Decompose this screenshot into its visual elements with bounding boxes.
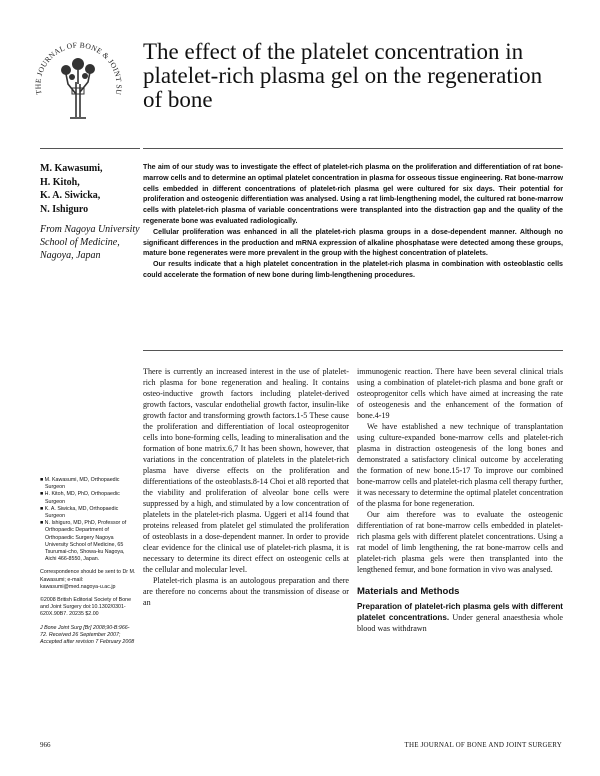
article-title: The effect of the platelet concentration in platelet-rich plasma gel on the regeneration of bone	[143, 39, 543, 112]
author-note: ■ M. Kawasumi, MD, Orthopaedic Surgeon	[40, 477, 120, 491]
affiliation: From Nagoya University School of Medicine, Nagoya, Japan	[40, 224, 140, 261]
abstract-paragraph: Cellular proliferation was enhanced in all the platelet-rich plasma groups in a dose-dependent manner. Although no significant differences in the production and mRNA expression of alkaline phosphatase were detected among these groups, mature bone regenerates were more prevalent in the group with the highest concentration of platelets.	[143, 227, 563, 258]
journal-logo	[28, 22, 128, 132]
author-note: ■ H. Kitoh, MD, PhD, Orthopaedic Surgeon	[40, 491, 120, 505]
author-notes	[40, 477, 136, 652]
abstract	[143, 162, 563, 281]
body-paragraph: immunogenic reaction. There have been several clinical trials using a combination of platelet-rich plasma and bone graft or osteoprogenitor cells which have aimed at increasing the rate of osteogenesis and the enhancement of the formation of bone.4-19	[357, 367, 563, 420]
journal-name-footer: THE JOURNAL OF BONE AND JOINT SURGERY	[404, 741, 562, 749]
body-text: Under general anaesthesia whole blood was withdrawn	[357, 613, 563, 633]
body-paragraph: Our aim therefore was to evaluate the osteogenic differentiation of rat bone-marrow cells embedded in platelet-rich plasma gels with different platelet concentrations. Using a rat model of limb lengthening, the rat bone-marrow cells and platelet-rich plasma gels were then transplanted into the lengthened femur, and bone formation in vivo was analysed.	[357, 510, 563, 574]
author-name: K. A. Siwicka,	[40, 190, 101, 201]
body-paragraph: Platelet-rich plasma is an autologous preparation and there are therefore no concerns about the transmission of disease or an	[143, 576, 349, 607]
rule-right	[143, 148, 563, 149]
body-paragraph	[357, 601, 563, 634]
copyright-note: ©2008 British Editorial Society of Bone and Joint Surgery doi:10.1302/0301-620X.90B7. 20235 $2.00	[40, 597, 132, 618]
author-note: ■ K. A. Siwicka, MD, Orthopaedic Surgeon	[40, 505, 119, 520]
citation-note: J Bone Joint Surg [Br] 2008;90-B:966-72. Received 26 September 2007; Accepted after revision 7 February 2008	[40, 624, 135, 646]
correspondence-note: Correspondence should be sent to Dr M. Kawasumi; e-mail: kawasumi@med.nagoya-u.ac.jp	[40, 569, 136, 590]
section-heading: Materials and Methods	[357, 586, 460, 597]
body-paragraph: We have established a new technique of transplantation using culture-expanded bone-marrow cells and platelet-rich plasma in distraction osteogenesis of the long bones and demonstrated a satisfactory clinical outcome by accelerating the formation of new bone.15-17 To improve our combined bone-marrow cells and platelet-rich plasma cell therapy further, it was necessary to determine the optimal platelet concentration of the plasma for bone regeneration.	[357, 422, 563, 508]
journal-seal-icon	[28, 22, 128, 132]
author-note: ■ N. Ishiguro, MD, PhD, Professor of Orthopaedic Department of Orthopaedic Surgery Nagoya University School of Medicine, 65 Tsurumai-cho, Showa-ku Nagoya, Aichi 466-8550, Japan.	[40, 520, 127, 563]
author-name: M. Kawasumi,	[40, 163, 103, 174]
page-number: 966	[40, 741, 51, 749]
author-note-list	[40, 477, 136, 563]
body-column-right	[357, 366, 563, 634]
body-paragraph: There is currently an increased interest in the use of platelet-rich plasma for bone regeneration and healing. It contains osteo-inductive growth factors including platelet-derived growth factors, vascular endothelial growth factor, insulin-like growth factor and transforming growth factors.1-5 These cause the proliferation and differentiation of local osteoprogenitor cells into bone-forming cells, leading to mineralisation and the formation of bone matrix.6,7 It has been shown, however, that variations in the concentration of platelets in the platelet-rich plasma have diverse effects on the proliferation and differentiations of the osteoblasts.8-14 Choi et al8 reported that the viability and proliferation of alveolar bone cells were suppressed by a high, and stimulated by a low concentration of platelets in the platelet-rich plasma. Uggeri et al14 found that proteins released from platelet gel stimulated the proliferation of osteoblasts in a dose-dependent manner. In order to provide clear evidence for the clinical use of platelet-rich plasma, it is necessary to determine its direct effect on osteogenic cells at the cellular and molecular level.	[143, 367, 349, 574]
logo-arc-text: THE JOURNAL OF BONE & JOINT SU	[33, 40, 124, 96]
rule-left	[40, 148, 140, 149]
body-column-left	[143, 366, 349, 608]
author-name: N. Ishiguro	[40, 203, 89, 215]
abstract-paragraph: The aim of our study was to investigate the effect of platelet-rich plasma on the proliferation and differentiation of rat bone-marrow cells and to determine an optimal platelet concentration in plasma for osseous tissue engineering. Rat bone-marrow cells embedded in different concentrations of platelet-rich plasma gel were cultured for six days. Their potential for proliferation and osteogenic differentiation was analysed. Using a rat limb-lengthening model, the cultured rat bone-marrow cells with platelet-rich plasma of variable concentrations were transplanted into the distraction gap and the quality of the regenerate bone was evaluated radiologically.	[143, 163, 563, 225]
author-list	[40, 162, 140, 216]
rule-abstract-bottom	[143, 350, 563, 351]
abstract-paragraph: Our results indicate that a high platelet concentration in the platelet-rich plasma in combination with osteoblastic cells could accelerate the formation of new bone during limb-lengthening procedures.	[143, 260, 563, 279]
subsection-runin-heading: Preparation of platelet-rich plasma gels with different platelet concentrations.	[357, 602, 563, 622]
author-name: H. Kitoh,	[40, 176, 80, 188]
